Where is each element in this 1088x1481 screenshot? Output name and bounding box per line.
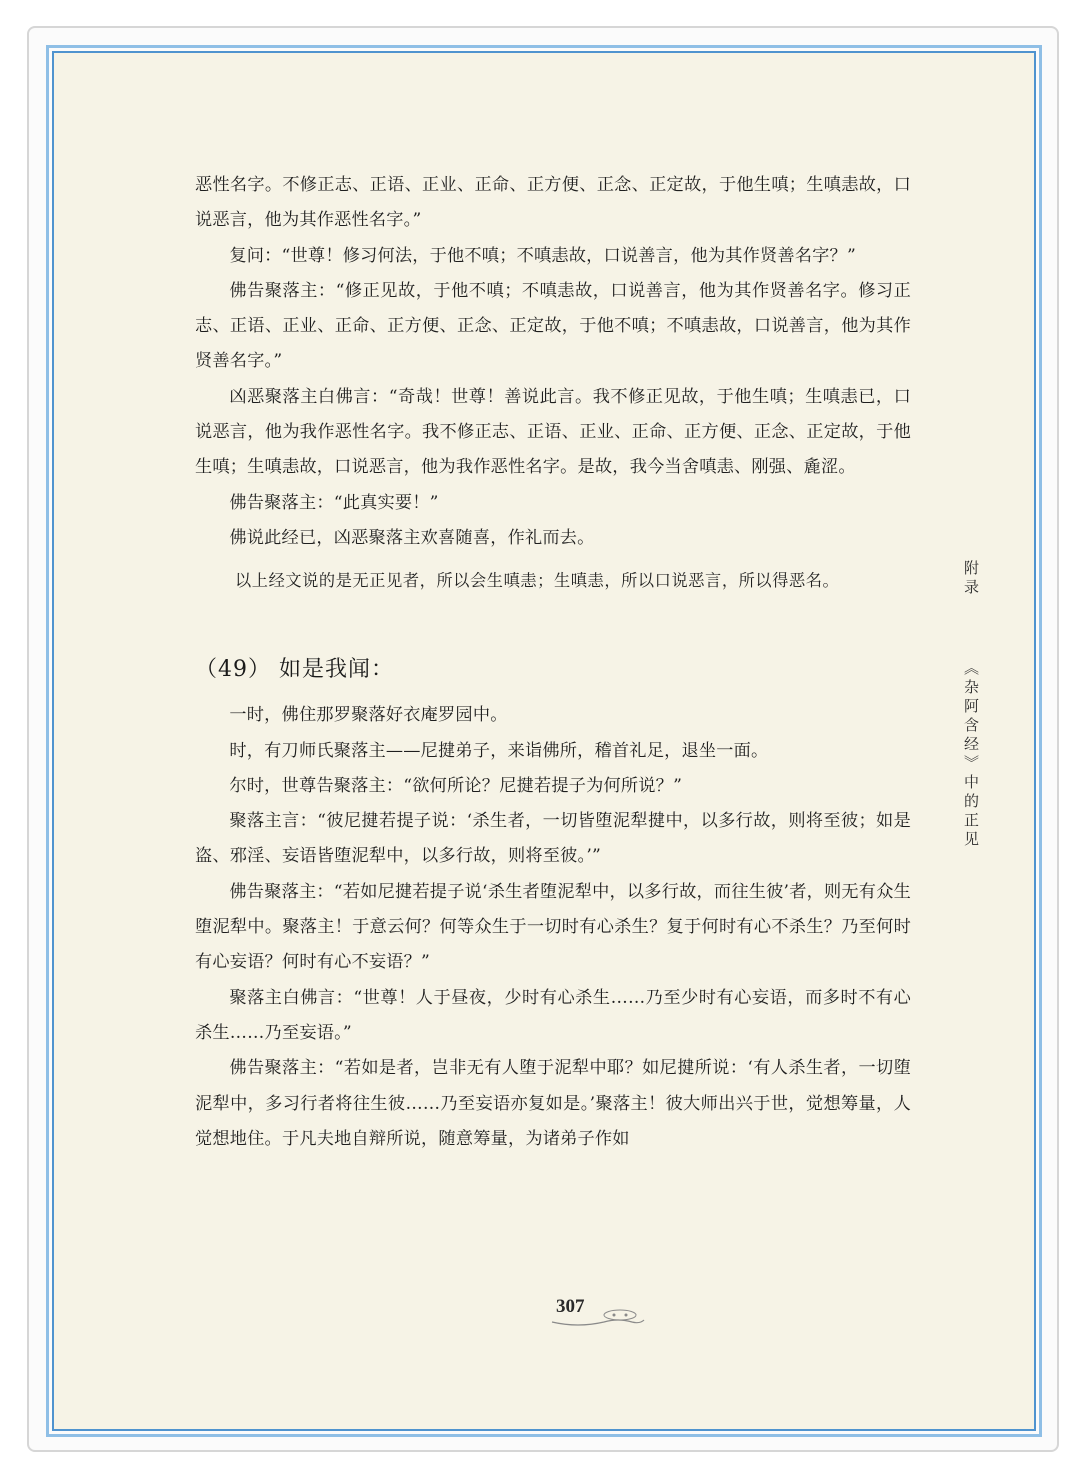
paragraph: 恶性名字。不修正志、正语、正业、正命、正方便、正念、正定故，于他生嗔；生嗔恚故，口说恶言，他为其作恶性名字。”: [195, 175, 911, 231]
running-header-part: 附录: [962, 560, 980, 598]
paragraph: 佛告聚落主：“修正见故，于他不嗔；不嗔恚故，口说善言，他为其作贤善名字。修习正志、正语、正业、正命、正方便、正念、正定故，于他不嗔；不嗔恚故，口说善言，他为其作贤善名字。”: [195, 280, 911, 372]
paragraph: 凶恶聚落主白佛言：“奇哉！世尊！善说此言。我不修正见故，于他生嗔；生嗔恚已，口说恶言，他为我作恶性名字。我不修正志、正语、正业、正命、正方便、正念、正定故，于他生嗔；生嗔恚故，口说恶言，他为我作恶性名字。是故，我今当舍嗔恚、刚强、麁涩。: [195, 386, 911, 478]
paragraph: 复问：“世尊！修习何法，于他不嗔；不嗔恚故，口说善言，他为其作贤善名字？”: [229, 245, 856, 266]
running-header: [958, 560, 982, 850]
commentary-note: 以上经文说的是无正见者，所以会生嗔恚；生嗔恚，所以口说恶言，所以得恶名。: [235, 571, 840, 591]
paragraph: 一时，佛住那罗聚落好衣庵罗园中。: [229, 705, 508, 726]
section-heading: （49） 如是我闻：: [195, 657, 394, 683]
paragraph: 尔时，世尊告聚落主：“欲何所论？尼揵若提子为何所说？”: [229, 775, 683, 796]
page-number: 307: [556, 1296, 585, 1317]
paragraph: 聚落主言：“彼尼揵若提子说：‘杀生者，一切皆堕泥犁揵中，以多行故，则将至彼；如是盗、邪淫、妄语皆堕泥犁中，以多行故，则将至彼。’”: [195, 811, 911, 867]
paragraph: 聚落主白佛言：“世尊！人于昼夜，少时有心杀生……乃至少时有心妄语，而多时不有心杀生……乃至妄语。”: [195, 987, 911, 1043]
paragraph: 佛告聚落主：“若如是者，岂非无有人堕于泥犁中耶？如尼揵所说：‘有人杀生者，一切堕泥犁中，多习行者将往生彼……乃至妄语亦复如是。’聚落主！彼大师出兴于世，觉想筹量，人觉想地住。于凡夫地自辩所说，随意筹量，为诸弟子作如: [195, 1058, 911, 1149]
paragraph: 佛告聚落主：“若如尼揵若提子说‘杀生者堕泥犁中，以多行故，而往生彼’者，则无有众生堕泥犁中。聚落主！于意云何？何等众生于一切时有心杀生？复于何时有心不杀生？乃至何时有心妄语？何时有心不妄语？”: [195, 881, 911, 973]
main-text: [195, 168, 911, 1157]
paragraph: 时，有刀师氏聚落主——尼揵弟子，来诣佛所，稽首礼足，退坐一面。: [229, 740, 769, 761]
paragraph: 佛说此经已，凶恶聚落主欢喜随喜，作礼而去。: [229, 527, 595, 548]
paragraph: 佛告聚落主：“此真实要！”: [229, 492, 439, 513]
running-header-title: 《杂阿含经》中的正见: [962, 660, 980, 850]
